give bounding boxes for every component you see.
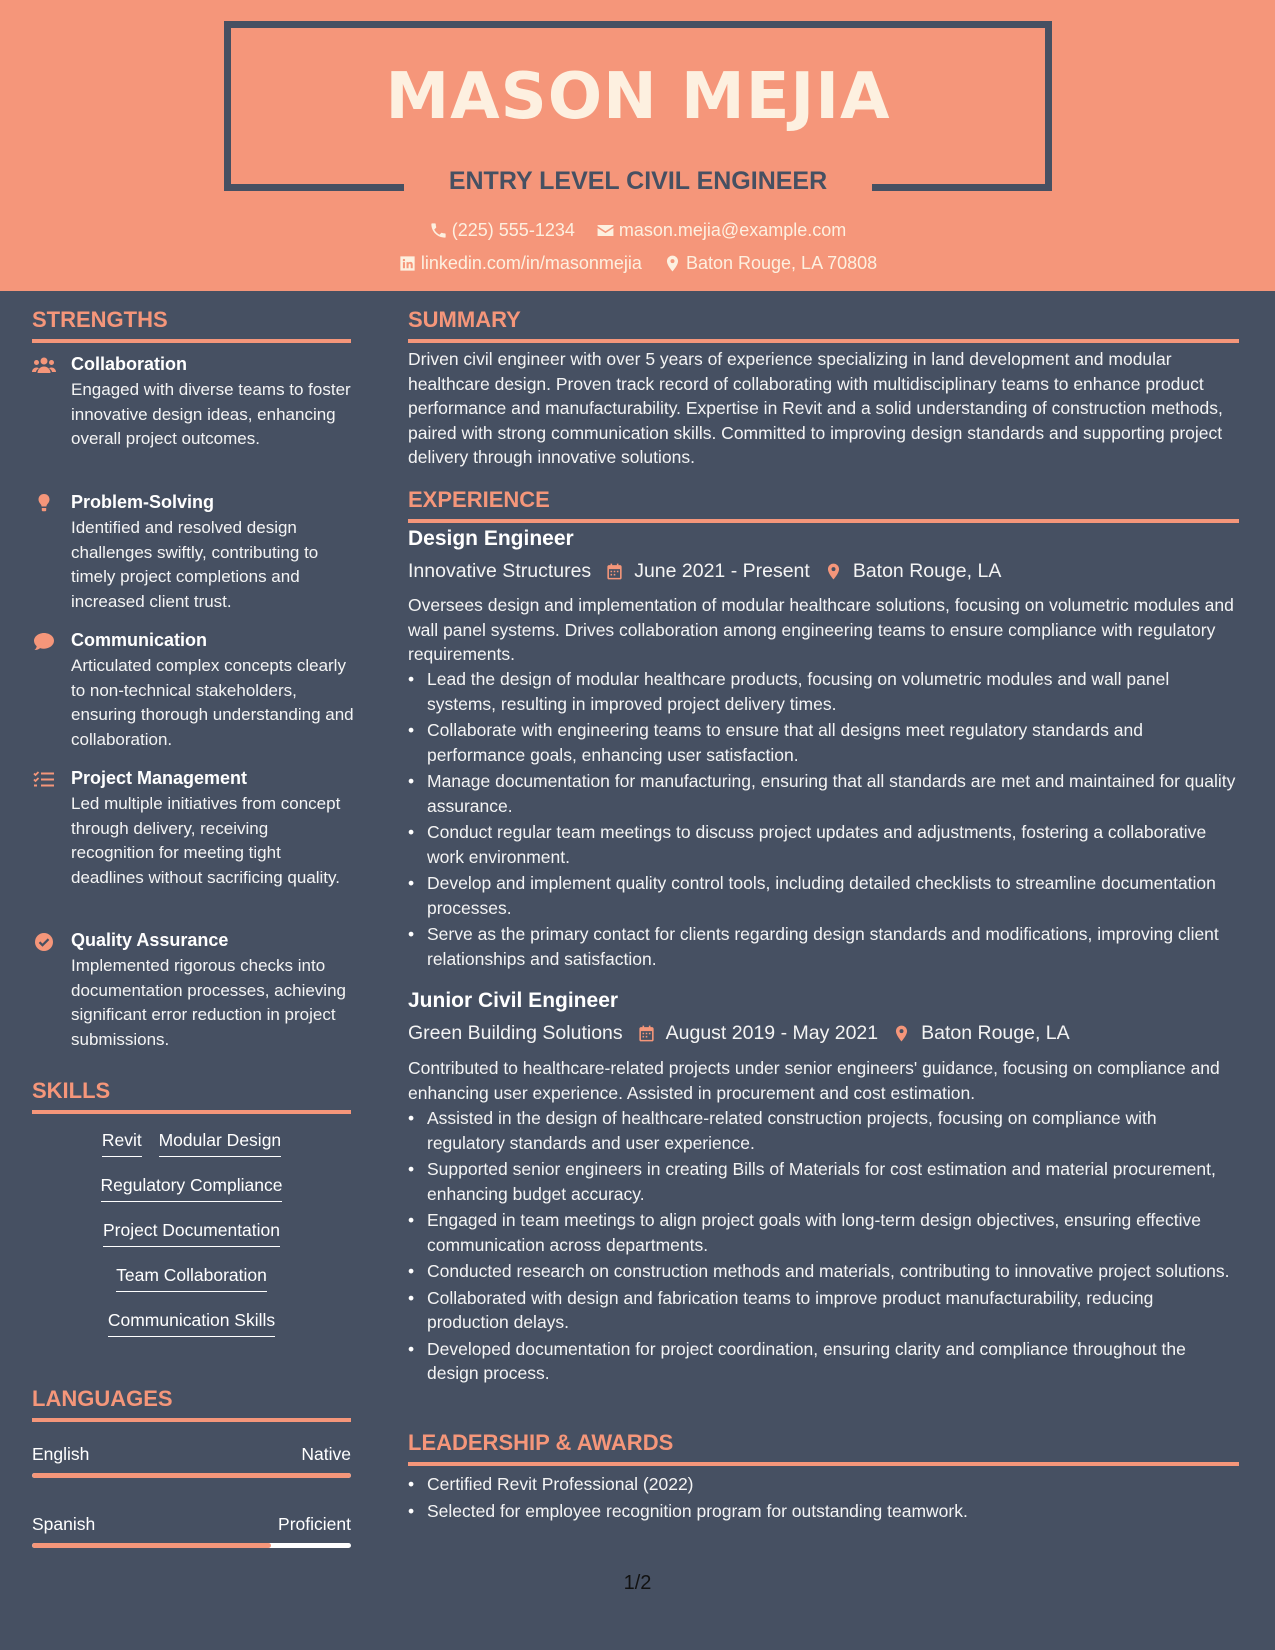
list-item: • Serve as the primary contact for clients regarding design standards and modifications, improving client relationships and satisfaction. (408, 922, 1239, 971)
awards-heading: LEADERSHIP & AWARDS (408, 1430, 1239, 1466)
check-circle-icon (32, 932, 56, 952)
language-level: Proficient (278, 1514, 351, 1534)
language-bar-fill (32, 1543, 271, 1548)
skill-tag: Project Documentation (103, 1220, 280, 1247)
skill-tag: Modular Design (159, 1130, 282, 1157)
job-company: Innovative Structures (408, 560, 592, 582)
lightbulb-icon (32, 494, 56, 514)
skills-heading: SKILLS (32, 1078, 351, 1114)
job-dates: August 2019 - May 2021 (665, 1022, 879, 1044)
strength-desc: Identified and resolved design challenges swiftly, contributing to timely project completions and increased client trust. (71, 518, 319, 611)
job-title: ENTRY LEVEL CIVIL ENGINEER (448, 167, 828, 195)
summary-heading: SUMMARY (408, 307, 1239, 343)
languages-heading: LANGUAGES (32, 1386, 351, 1422)
strength-title: Problem-Solving (71, 492, 215, 512)
list-item: • Collaborate with engineering teams to ensure that all designs meet regulatory standards and performance goals, enhancing user satisfaction. (408, 718, 1239, 767)
job-bullets (408, 667, 1239, 973)
list-item: • Selected for employee recognition program for outstanding teamwork. (408, 1499, 1239, 1524)
awards-list (408, 1472, 1239, 1525)
phone-text: (225) 555-1234 (451, 220, 575, 240)
linkedin-text: linkedin.com/in/masonmejia (420, 253, 642, 273)
language-name: English (32, 1444, 90, 1464)
list-item: • Develop and implement quality control tools, including detailed checklists to streamline documentation processes. (408, 871, 1239, 920)
list-item: • Collaborated with design and fabrication teams to improve product manufacturability, reducing production delays. (408, 1286, 1239, 1335)
skills-row (32, 1310, 351, 1337)
language-level: Native (301, 1444, 351, 1464)
strength-desc: Articulated complex concepts clearly to non-technical stakeholders, ensuring thorough understanding and collaboration. (71, 656, 354, 749)
job-bullets (408, 1106, 1239, 1388)
skill-tag: Team Collaboration (116, 1265, 267, 1292)
list-item: • Conduct regular team meetings to discuss project updates and adjustments, fostering a collaborative work environment. (408, 820, 1239, 869)
strength-title: Project Management (71, 768, 248, 788)
resume-header (0, 0, 1275, 291)
contact-row-2 (0, 253, 1275, 278)
header-frame-bottom-left (224, 184, 404, 191)
language-bar (32, 1543, 351, 1548)
list-item: • Assisted in the design of healthcare-related construction projects, focusing on compliance with regulatory standards and user experience. (408, 1106, 1239, 1155)
phone-contact[interactable] (429, 220, 575, 241)
strength-desc: Implemented rigorous checks into documentation processes, achieving significant error reduction in project submissions. (71, 956, 346, 1049)
strengths-heading: STRENGTHS (32, 307, 351, 343)
language-bar-fill (32, 1473, 351, 1478)
list-item: • Manage documentation for manufacturing, ensuring that all standards are met and maintained for quality assurance. (408, 769, 1239, 818)
header-frame-bottom-right (872, 184, 1052, 191)
comment-icon (32, 632, 56, 652)
contact-row-1 (0, 220, 1275, 245)
list-item: • Lead the design of modular healthcare products, focusing on volumetric modules and wall panel systems, resulting in improved project delivery times. (408, 667, 1239, 716)
language-bar (32, 1473, 351, 1478)
calendar-icon (605, 562, 624, 581)
job-role: Design Engineer (408, 527, 574, 550)
skill-tag: Regulatory Compliance (101, 1175, 283, 1202)
map-marker-icon (663, 254, 682, 273)
list-item: • Conducted research on construction methods and materials, contributing to innovative project solutions. (408, 1259, 1239, 1284)
users-icon (32, 356, 56, 376)
skill-tag: Communication Skills (108, 1310, 275, 1337)
list-item: • Supported senior engineers in creating Bills of Materials for cost estimation and material procurement, enhancing budget accuracy. (408, 1157, 1239, 1206)
strength-title: Quality Assurance (71, 930, 229, 950)
job-description: Oversees design and implementation of modular healthcare solutions, focusing on volumetric modules and wall panel systems. Drives collaboration among engineering teams to ensure compliance with regulatory requirements. (408, 595, 1234, 664)
experience-heading: EXPERIENCE (408, 487, 1239, 523)
strength-title: Communication (71, 630, 208, 650)
job-meta (408, 560, 1001, 583)
job-dates: June 2021 - Present (634, 560, 810, 582)
job-location: Baton Rouge, LA (852, 560, 1002, 582)
map-marker-icon (824, 562, 843, 581)
page-number: 1/2 (623, 1572, 652, 1594)
skills-row (32, 1265, 351, 1292)
language-name: Spanish (32, 1514, 96, 1534)
strength-desc: Engaged with diverse teams to foster innovative design ideas, enhancing overall project outcomes. (71, 380, 351, 448)
skills-row (32, 1175, 351, 1202)
job-location: Baton Rouge, LA (921, 1022, 1070, 1044)
linkedin-contact[interactable] (398, 253, 642, 274)
location-text: Baton Rouge, LA 70808 (685, 253, 878, 273)
envelope-icon (596, 221, 615, 240)
skills-row (32, 1130, 351, 1157)
strength-desc: Led multiple initiatives from concept through delivery, receiving recognition for meeting tight deadlines without sacrificing quality. (71, 794, 341, 887)
location-contact (663, 253, 877, 274)
linkedin-icon (398, 254, 417, 273)
calendar-icon (637, 1024, 656, 1043)
list-check-icon (32, 770, 56, 790)
job-description: Contributed to healthcare-related projects under senior engineers' guidance, focusing on compliance and enhancing user experience. Assisted in procurement and cost estimation. (408, 1058, 1220, 1103)
job-role: Junior Civil Engineer (408, 989, 619, 1012)
list-item: • Certified Revit Professional (2022) (408, 1472, 1239, 1497)
summary-text: Driven civil engineer with over 5 years of experience specializing in land development and modular healthcare design. Proven track record of collaborating with multidisciplinary teams to enhance product performance and manufacturability. Expertise in Revit and a solid understanding of construction methods, paired with strong communication skills. Committed to improving design standards and supporting project delivery through innovative solutions. (408, 349, 1223, 467)
list-item: • Engaged in team meetings to align project goals with long-term design objectives, ensuring effective communication across departments. (408, 1208, 1239, 1257)
candidate-name: MASON MEJIA (385, 60, 891, 134)
strength-title: Collaboration (71, 354, 187, 374)
email-contact[interactable] (596, 220, 846, 241)
skills-row (32, 1220, 351, 1247)
map-marker-icon (892, 1024, 911, 1043)
job-company: Green Building Solutions (408, 1022, 623, 1044)
skill-tag: Revit (102, 1130, 142, 1157)
job-meta (408, 1022, 1070, 1045)
email-text: mason.mejia@example.com (618, 220, 847, 240)
list-item: • Developed documentation for project coordination, ensuring clarity and compliance throughout the design process. (408, 1337, 1239, 1386)
phone-icon (429, 221, 448, 240)
